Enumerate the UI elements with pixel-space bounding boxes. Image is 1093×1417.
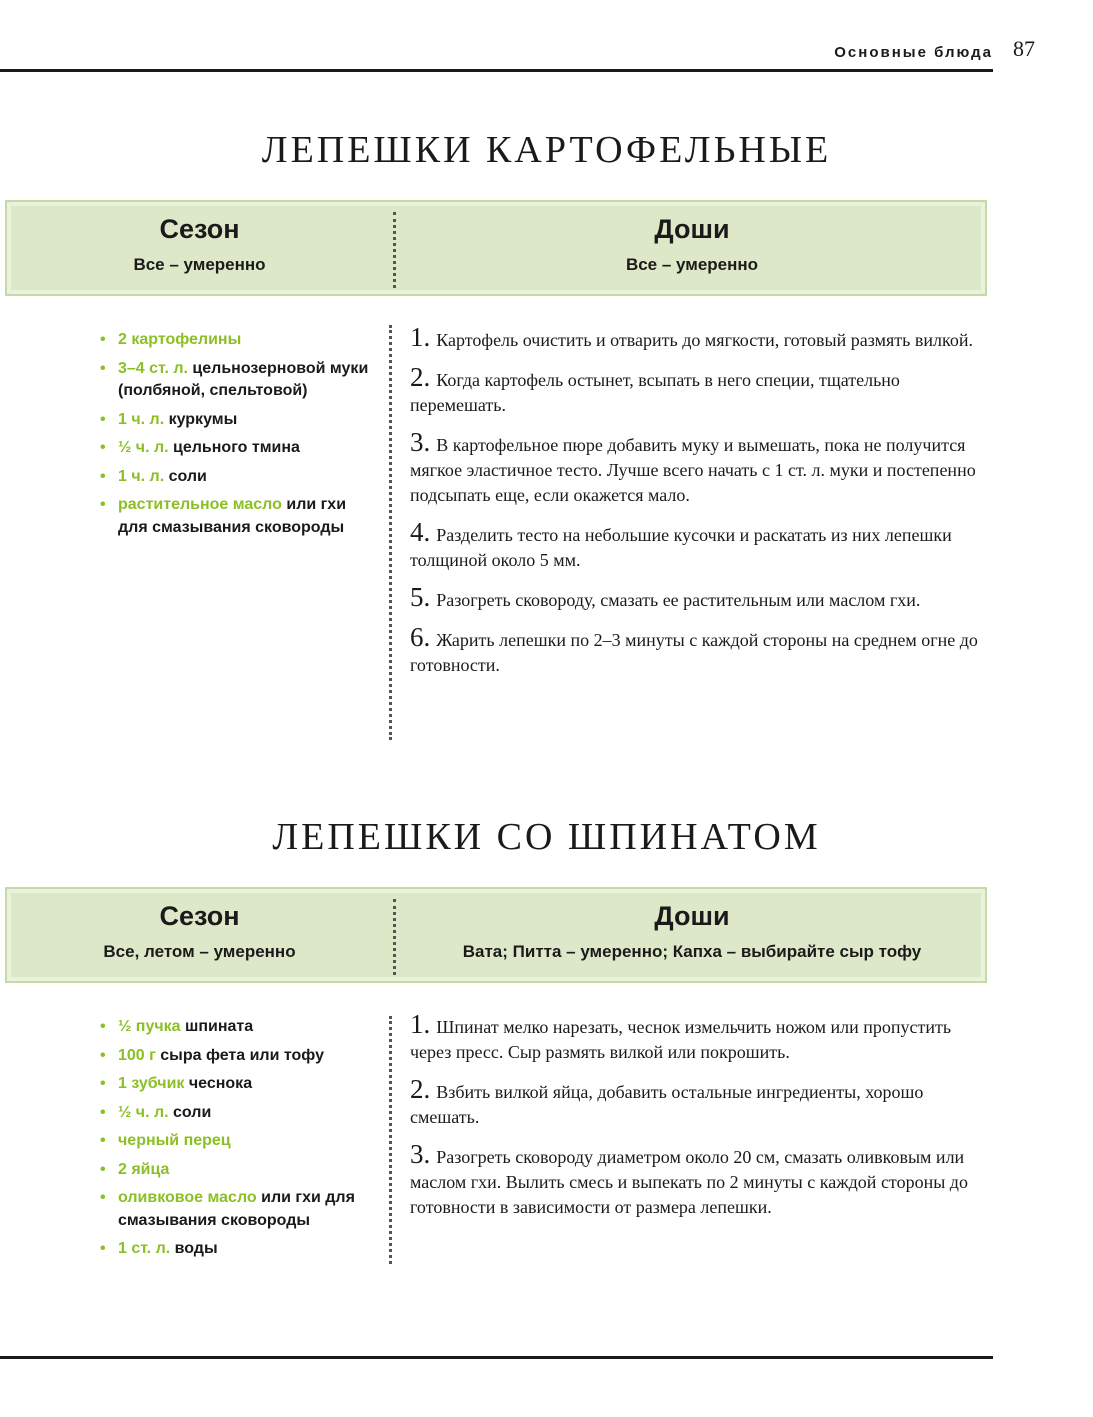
bullet-icon: • [100,1075,106,1092]
step-item: 3. В картофельное пюре добавить муку и вымешать, пока не получится мягкое эластичное тесто. Лучше всего начать с 1 ст. л. муки и постепенно подсыпать еще, если окажется мало. [410,427,976,505]
ingredient-list [100,1016,380,1267]
bullet-icon: • [100,1046,106,1064]
step-list [410,322,995,690]
steps-divider [389,325,392,740]
step-item: 1. Шпинат мелко нарезать, чеснок измельчить ножом или пропустить через пресс. Сыр размять вилкой или покрошить. [410,1009,952,1062]
season-heading: Сезон [159,901,240,931]
bullet-icon: • [100,359,106,377]
bullet-icon: • [100,1189,106,1206]
season-heading: Сезон [159,214,240,244]
bullet-icon: • [100,496,106,513]
doshas-value: Все – умеренно [625,255,759,274]
ingredient-item: • 1 ч. л. соли [100,466,380,489]
bullet-icon: • [100,410,106,428]
recipe-info-box [5,887,987,983]
ingredient-item: • 1 ч. л. куркумы [100,409,380,432]
bullet-icon: • [100,467,106,485]
ingredient-list [100,329,380,545]
step-item: 2. Взбить вилкой яйца, добавить остальные ингредиенты, хорошо смешать. [410,1074,924,1127]
step-item: 1. Картофель очистить и отварить до мягкости, готовый размять вилкой. [410,322,973,352]
ingredient-item: • 3–4 ст. л. цельнозерновой муки (полбяной, спельтовой) [100,359,369,399]
step-item: 5. Разогреть сковороду, смазать ее растительным или маслом гхи. [410,582,921,612]
doshas-value: Вата; Питта – умеренно; Капха – выбирайте сыр тофу [462,942,922,961]
step-item: 3. Разогреть сковороду диаметром около 20 см, смазать оливковым или маслом гхи. Вылить смесь и выпекать по 2 минуты с каждой стороны до готовности в зависимости от размера лепешки. [410,1139,968,1217]
bullet-icon: • [100,331,106,348]
steps-divider [389,1016,392,1264]
page-number: 87 [1013,36,1035,61]
bullet-icon: • [100,1240,106,1257]
recipe-info-box [5,200,987,296]
ingredient-item: • 2 яйца [100,1159,380,1182]
step-item: 2. Когда картофель остынет, всыпать в него специи, тщательно перемешать. [410,362,900,415]
ingredient-item: • растительное масло или гхи для смазывания сковороды [100,496,347,536]
doshas-column [395,889,989,985]
ingredient-item: • 2 картофелины [100,329,380,352]
ingredient-item: • ½ ч. л. цельного тмина [100,437,380,460]
season-value: Все – умеренно [133,255,266,274]
bullet-icon: • [100,1103,106,1121]
recipe-title: ЛЕПЕШКИ СО ШПИНАТОМ [272,816,821,858]
header-rule [0,69,993,72]
doshas-column [395,202,989,298]
season-column [7,202,392,298]
season-column [7,889,392,985]
bullet-icon: • [100,1160,106,1178]
recipe-title: ЛЕПЕШКИ КАРТОФЕЛЬНЫЕ [261,129,832,171]
bullet-icon: • [100,1018,106,1035]
footer-rule [0,1356,993,1359]
ingredient-item: • ½ ч. л. соли [100,1102,380,1125]
ingredient-item: • черный перец [100,1130,380,1153]
season-value: Все, летом – умеренно [103,942,296,961]
step-item: 6. Жарить лепешки по 2–3 минуты с каждой стороны на среднем огне до готовности. [410,622,978,675]
ingredient-item: • 100 г сыра фета или тофу [100,1045,380,1068]
step-list [410,1009,995,1232]
ingredient-item: • ½ пучка шпината [100,1016,380,1039]
step-item: 4. Разделить тесто на небольшие кусочки и раскатать из них лепешки толщиной около 5 мм. [410,517,952,570]
bullet-icon: • [100,1132,106,1149]
running-head: Основные блюда [834,44,993,61]
doshas-heading: Доши [654,901,730,931]
bullet-icon: • [100,439,106,456]
ingredient-item: • 1 зубчик чеснока [100,1073,380,1096]
ingredient-item: • 1 ст. л. воды [100,1238,380,1261]
doshas-heading: Доши [654,214,730,244]
ingredient-item: • оливковое масло или гхи для смазывания сковороды [100,1189,355,1229]
